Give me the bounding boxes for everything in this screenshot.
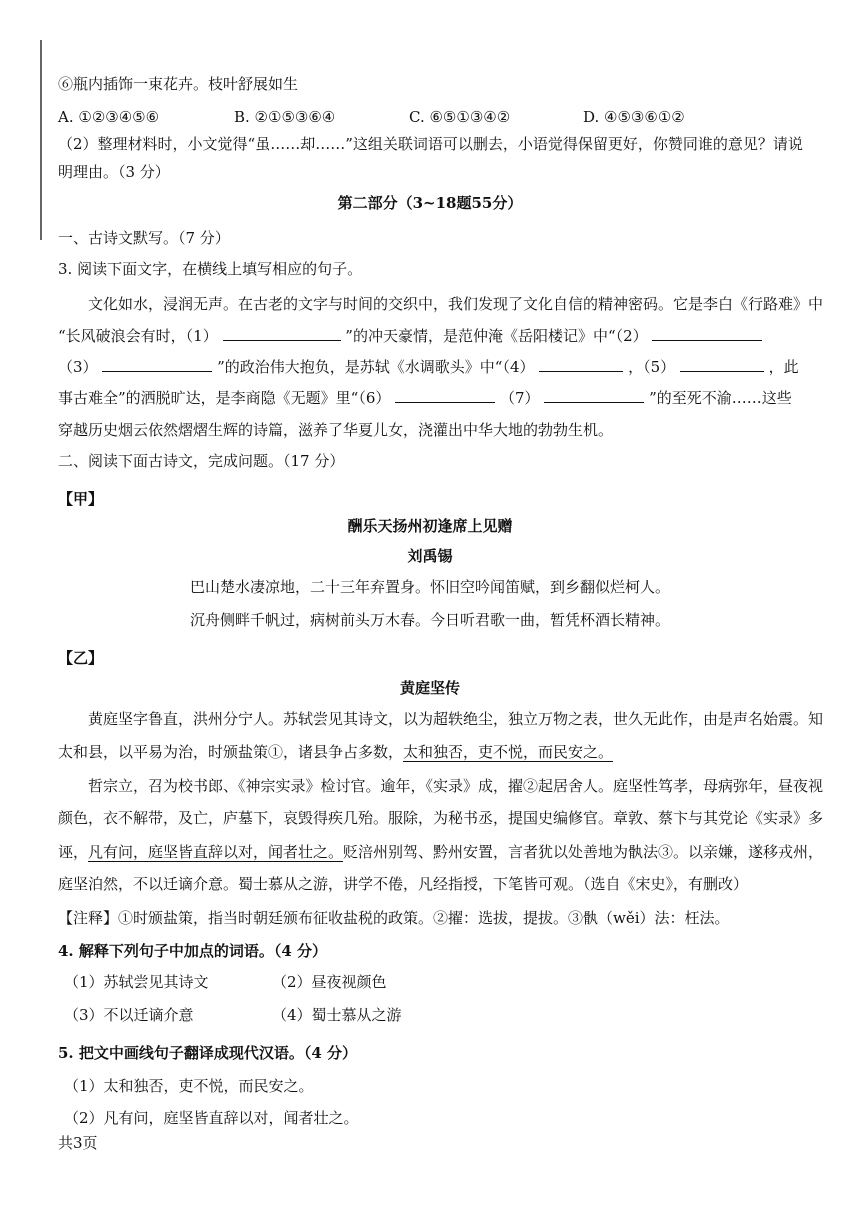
q3-stem: 3. 阅读下面文字，在横线上填写相应的句子。: [58, 260, 363, 278]
q4-item1: （1）苏轼尝见其诗文: [64, 973, 209, 991]
prose-line5: [58, 842, 823, 862]
prose-title: 黄庭坚传: [399, 679, 460, 697]
underlined-sentence-1: 太和独否，吏不悦，而民安之。: [403, 743, 614, 761]
prose-line3: 哲宗立，召为校书郎、《神宗实录》检讨官。逾年，《实录》成，擢②起居舍人。庭坚性笃孝，母病弥年，昼夜视: [88, 777, 824, 795]
q3-text-3c: ，（5）: [628, 358, 676, 376]
q3-text-2a: “长风破浪会有时，（1）: [58, 327, 218, 345]
sec1-heading: 一、古诗文默写。（7 分）: [58, 229, 230, 247]
q3-text-4b: （7）: [499, 389, 540, 407]
q3-para-line4: [58, 388, 792, 408]
part2-title: 第二部分（3~18题55分）: [337, 194, 523, 212]
q3-text-2b: ”的冲天豪情，是范仲淹《岳阳楼记》中“（2）: [345, 327, 648, 345]
prose-text-5a: 诬，: [58, 843, 89, 861]
blank-5[interactable]: [680, 357, 764, 372]
poem-line2: 沉舟侧畔千帆过，病树前头万木春。今日听君歌一曲，暂凭杯酒长精神。: [189, 611, 670, 629]
q5-sentence2: （2）凡有问，庭坚皆直辞以对，闻者壮之。: [64, 1109, 359, 1127]
q3-para-line5: 穿越历史烟云依然熠熠生辉的诗篇，滋养了华夏儿女，浇灌出中华大地的勃勃生机。: [58, 421, 614, 439]
option-d: D. ④⑤③⑥①②: [583, 108, 685, 126]
q4-item3: （3）不以迁谪介意: [64, 1006, 194, 1024]
prose-line2: [58, 742, 613, 762]
page-footer: 共3页: [58, 1134, 98, 1152]
q4-stem: 4. 解释下列句子中加点的词语。（4 分）: [58, 942, 328, 960]
q2-sub2-line1: （2）整理材料时，小文觉得“虽……却……”这组关联词语可以删去，小语觉得保留更好，你赞同谁的意见？请说: [58, 135, 803, 153]
blank-3[interactable]: [102, 357, 212, 372]
q3-text-4c: ”的至死不渝……这些: [649, 389, 792, 407]
label-yi: 【乙】: [58, 649, 104, 667]
q3-para-line3: [58, 357, 799, 377]
blank-4[interactable]: [539, 357, 623, 372]
poem-author: 刘禹锡: [407, 547, 453, 565]
blank-1[interactable]: [223, 326, 341, 341]
label-jia: 【甲】: [58, 490, 104, 508]
blank-6[interactable]: [395, 388, 495, 403]
q3-text-3b: ”的政治伟大抱负，是苏轼《水调歌头》中“（4）: [217, 358, 535, 376]
q5-stem: 5. 把文中画线句子翻译成现代汉语。（4 分）: [58, 1044, 358, 1062]
poem-line1: 巴山楚水凄凉地，二十三年弃置身。怀旧空吟闻笛赋，到乡翻似烂柯人。: [189, 578, 670, 596]
sec2-heading: 二、阅读下面古诗文，完成问题。（17 分）: [58, 452, 345, 470]
prose-line6: 庭坚泊然，不以迁谪介意。蜀士慕从之游，讲学不倦，凡经指授，下笔皆可观。（选自《宋史》，有删改）: [58, 875, 749, 893]
q4-item2: （2）昼夜视颜色: [272, 973, 387, 991]
q2-sub2-line2: 明理由。（3 分）: [58, 163, 170, 181]
underlined-sentence-2: 凡有问，庭坚皆直辞以对，闻者壮之。: [88, 843, 344, 861]
q3-text-3a: （3）: [58, 358, 98, 376]
q3-text-3d: ，此: [768, 358, 799, 376]
prose-line1: 黄庭坚字鲁直，洪州分宁人。苏轼尝见其诗文，以为超轶绝尘，独立万物之表，世久无此作，由是声名始震。知: [88, 710, 824, 728]
q3-para-line1: 文化如水，浸润无声。在古老的文字与时间的交织中，我们发现了文化自信的精神密码。它是李白《行路难》中: [88, 295, 824, 313]
prose-line4: 颜色，衣不解带，及亡，庐墓下，哀毁得疾几殆。服除，为秘书丞，提国史编修官。章敦、蔡卞与其党论《实录》多: [58, 809, 824, 827]
q3-para-line2: [58, 326, 762, 346]
annotation-notes: 【注释】①时颁盐策，指当时朝廷颁布征收盐税的政策。②擢：选拔，提拔。③骫（wěi）法：枉法。: [58, 909, 730, 927]
blank-7[interactable]: [544, 388, 644, 403]
option-b: B. ②①⑤③⑥④: [234, 108, 336, 126]
q4-item4: （4）蜀士慕从之游: [272, 1006, 402, 1024]
q5-sentence1: （1）太和独否，吏不悦，而民安之。: [64, 1077, 314, 1095]
prose-text-2a: 太和县，以平易为治，时颁盐策①，诸县争占多数，: [58, 743, 404, 761]
blank-2[interactable]: [652, 326, 762, 341]
option-a: A. ①②③④⑤⑥: [58, 108, 160, 126]
poem-title: 酬乐天扬州初逢席上见赠: [347, 517, 513, 535]
option-c: C. ⑥⑤①③④②: [409, 108, 511, 126]
q3-text-4a: 事古难全”的洒脱旷达，是李商隐《无题》里“（6）: [58, 389, 391, 407]
prose-text-5c: 贬涪州别驾、黔州安置，言者犹以处善地为骫法③。以亲嫌，遂移戎州，: [343, 843, 824, 861]
q2-item6: ⑥瓶内插饰一束花卉。枝叶舒展如生: [58, 75, 299, 93]
